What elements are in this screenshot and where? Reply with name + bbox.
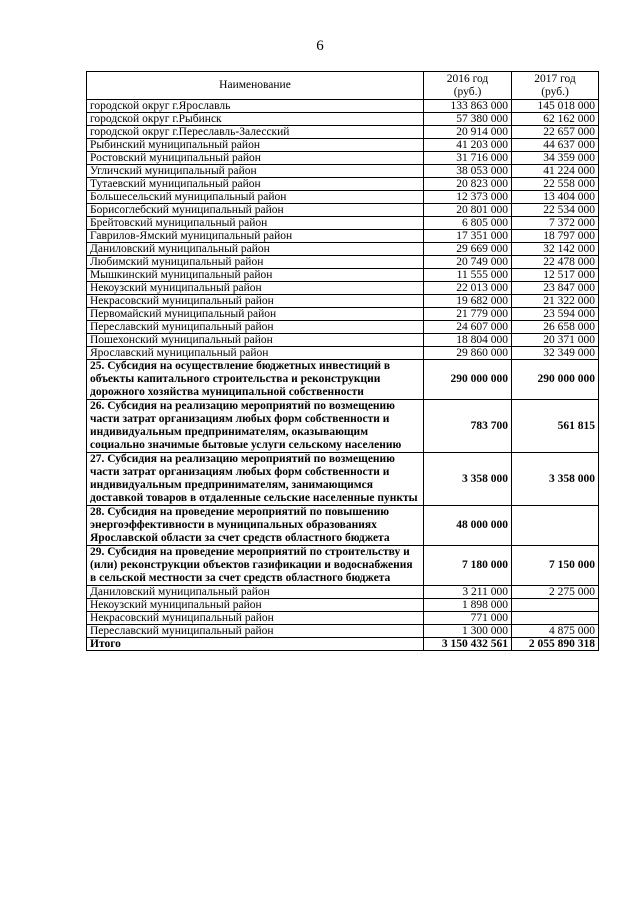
row-value-2017: 13 404 000 (512, 191, 599, 204)
row-name: Любимский муниципальный район (87, 256, 424, 269)
row-value-2017: 290 000 000 (512, 360, 599, 400)
row-name: Гаврилов-Ямский муниципальный район (87, 230, 424, 243)
row-value-2016: 3 150 432 561 (424, 638, 512, 651)
row-value-2016: 20 823 000 (424, 178, 512, 191)
table-row (87, 126, 599, 139)
row-name: Даниловский муниципальный район (87, 586, 424, 599)
row-name: 27. Субсидия на реализацию мероприятий по возмещению части затрат организациям любых форм собственности и индивидуальным предпринимателям, занимающимся доставкой товаров в отдаленные сельские населенные пункты (87, 453, 424, 506)
row-value-2016: 17 351 000 (424, 230, 512, 243)
row-value-2017: 23 847 000 (512, 282, 599, 295)
table-row (87, 282, 599, 295)
table-row (87, 178, 599, 191)
row-value-2017: 20 371 000 (512, 334, 599, 347)
row-name: Ростовский муниципальный район (87, 152, 424, 165)
row-name: городской округ г.Ярославль (87, 100, 424, 113)
row-value-2017: 21 322 000 (512, 295, 599, 308)
row-name: Ярославский муниципальный район (87, 347, 424, 360)
header-year-2016-label: 2016 год (446, 72, 489, 85)
table-row (87, 113, 599, 126)
total-row (87, 638, 599, 651)
table-row (87, 269, 599, 282)
header-year-2017-unit: (руб.) (541, 85, 569, 98)
row-value-2017: 62 162 000 (512, 113, 599, 126)
row-value-2016: 38 053 000 (424, 165, 512, 178)
row-value-2016: 22 013 000 (424, 282, 512, 295)
row-value-2016: 20 914 000 (424, 126, 512, 139)
row-value-2017: 34 359 000 (512, 152, 599, 165)
row-value-2017: 3 358 000 (512, 453, 599, 506)
row-value-2017: 7 372 000 (512, 217, 599, 230)
row-name: Тутаевский муниципальный район (87, 178, 424, 191)
row-value-2017 (512, 506, 599, 546)
row-value-2017: 145 018 000 (512, 100, 599, 113)
table-row (87, 295, 599, 308)
row-name: Борисоглебский муниципальный район (87, 204, 424, 217)
table-row (87, 230, 599, 243)
row-value-2016: 18 804 000 (424, 334, 512, 347)
row-value-2017: 18 797 000 (512, 230, 599, 243)
row-name: 25. Субсидия на осуществление бюджетных инвестиций в объекты капитального строительства и реконструкции дорожного хозяйства муниципальной собственности (87, 360, 424, 400)
row-value-2017: 4 875 000 (512, 625, 599, 638)
row-value-2016: 57 380 000 (424, 113, 512, 126)
row-value-2017: 32 142 000 (512, 243, 599, 256)
row-name: Рыбинский муниципальный район (87, 139, 424, 152)
header-year-2017-label: 2017 год (534, 72, 576, 85)
row-value-2016: 771 000 (424, 612, 512, 625)
table-row (87, 347, 599, 360)
table-row (87, 204, 599, 217)
row-value-2016: 31 716 000 (424, 152, 512, 165)
row-name: Итого (87, 638, 424, 651)
row-value-2017: 23 594 000 (512, 308, 599, 321)
row-value-2016: 133 863 000 (424, 100, 512, 113)
row-value-2016: 29 860 000 (424, 347, 512, 360)
row-value-2017: 22 478 000 (512, 256, 599, 269)
row-name: Некоузский муниципальный район (87, 282, 424, 295)
row-value-2017 (512, 612, 599, 625)
row-value-2016: 20 749 000 (424, 256, 512, 269)
table-row (87, 308, 599, 321)
table-row (87, 321, 599, 334)
row-value-2016: 20 801 000 (424, 204, 512, 217)
row-name: городской округ г.Рыбинск (87, 113, 424, 126)
row-value-2016: 290 000 000 (424, 360, 512, 400)
row-value-2017: 22 534 000 (512, 204, 599, 217)
row-value-2017: 22 558 000 (512, 178, 599, 191)
row-value-2016: 6 805 000 (424, 217, 512, 230)
row-value-2016: 783 700 (424, 400, 512, 453)
table-row (87, 191, 599, 204)
row-value-2016: 29 669 000 (424, 243, 512, 256)
section-row (87, 360, 599, 400)
section-row (87, 546, 599, 586)
table-row (87, 152, 599, 165)
table-row (87, 334, 599, 347)
row-name: Некрасовский муниципальный район (87, 612, 424, 625)
table-row (87, 586, 599, 599)
page-number: 6 (316, 38, 324, 54)
table-row (87, 243, 599, 256)
table-row (87, 612, 599, 625)
row-name: Некоузский муниципальный район (87, 599, 424, 612)
row-value-2017: 26 658 000 (512, 321, 599, 334)
row-name: Брейтовский муниципальный район (87, 217, 424, 230)
budget-table (86, 71, 599, 651)
table-row (87, 256, 599, 269)
row-name: 26. Субсидия на реализацию мероприятий по возмещению части затрат организациям любых форм собственности и индивидуальным предпринимателям, оказывающим социально значимые бытовые услуги сельскому населению (87, 400, 424, 453)
row-value-2016: 48 000 000 (424, 506, 512, 546)
row-value-2017: 32 349 000 (512, 347, 599, 360)
row-name: Переславский муниципальный район (87, 321, 424, 334)
row-name: Угличский муниципальный район (87, 165, 424, 178)
row-value-2017: 41 224 000 (512, 165, 599, 178)
row-name: Даниловский муниципальный район (87, 243, 424, 256)
header-year-2017 (512, 72, 599, 100)
row-value-2016: 3 211 000 (424, 586, 512, 599)
row-name: Некрасовский муниципальный район (87, 295, 424, 308)
row-value-2017: 2 055 890 318 (512, 638, 599, 651)
row-value-2016: 12 373 000 (424, 191, 512, 204)
header-year-2016-unit: (руб.) (453, 85, 482, 98)
row-value-2017: 22 657 000 (512, 126, 599, 139)
table-row (87, 139, 599, 152)
row-name: 28. Субсидия на проведение мероприятий по повышению энергоэффективности в муниципальных образованиях Ярославской области за счет средств областного бюджета (87, 506, 424, 546)
section-row (87, 400, 599, 453)
row-value-2016: 7 180 000 (424, 546, 512, 586)
section-row (87, 453, 599, 506)
section-row (87, 506, 599, 546)
row-value-2016: 19 682 000 (424, 295, 512, 308)
row-name: Мышкинский муниципальный район (87, 269, 424, 282)
row-value-2017: 2 275 000 (512, 586, 599, 599)
header-year-2016 (424, 72, 512, 100)
table-row (87, 100, 599, 113)
row-value-2017: 7 150 000 (512, 546, 599, 586)
row-name: городской округ г.Переславль-Залесский (87, 126, 424, 139)
row-value-2017: 561 815 (512, 400, 599, 453)
row-value-2016: 11 555 000 (424, 269, 512, 282)
table-row (87, 217, 599, 230)
row-value-2016: 41 203 000 (424, 139, 512, 152)
header-name: Наименование (87, 72, 424, 100)
row-value-2016: 1 898 000 (424, 599, 512, 612)
table-row (87, 165, 599, 178)
row-name: Первомайский муниципальный район (87, 308, 424, 321)
table-header-row (87, 72, 599, 100)
table-body (87, 100, 599, 651)
table-row (87, 625, 599, 638)
row-name: Переславский муниципальный район (87, 625, 424, 638)
row-value-2017 (512, 599, 599, 612)
row-value-2017: 44 637 000 (512, 139, 599, 152)
row-value-2016: 24 607 000 (424, 321, 512, 334)
row-name: 29. Субсидия на проведение мероприятий по строительству и (или) реконструкции объектов газификации и водоснабжения в сельской местности за счет средств областного бюджета (87, 546, 424, 586)
row-value-2017: 12 517 000 (512, 269, 599, 282)
row-value-2016: 21 779 000 (424, 308, 512, 321)
row-name: Большесельский муниципальный район (87, 191, 424, 204)
row-value-2016: 3 358 000 (424, 453, 512, 506)
table-row (87, 599, 599, 612)
row-name: Пошехонский муниципальный район (87, 334, 424, 347)
row-value-2016: 1 300 000 (424, 625, 512, 638)
